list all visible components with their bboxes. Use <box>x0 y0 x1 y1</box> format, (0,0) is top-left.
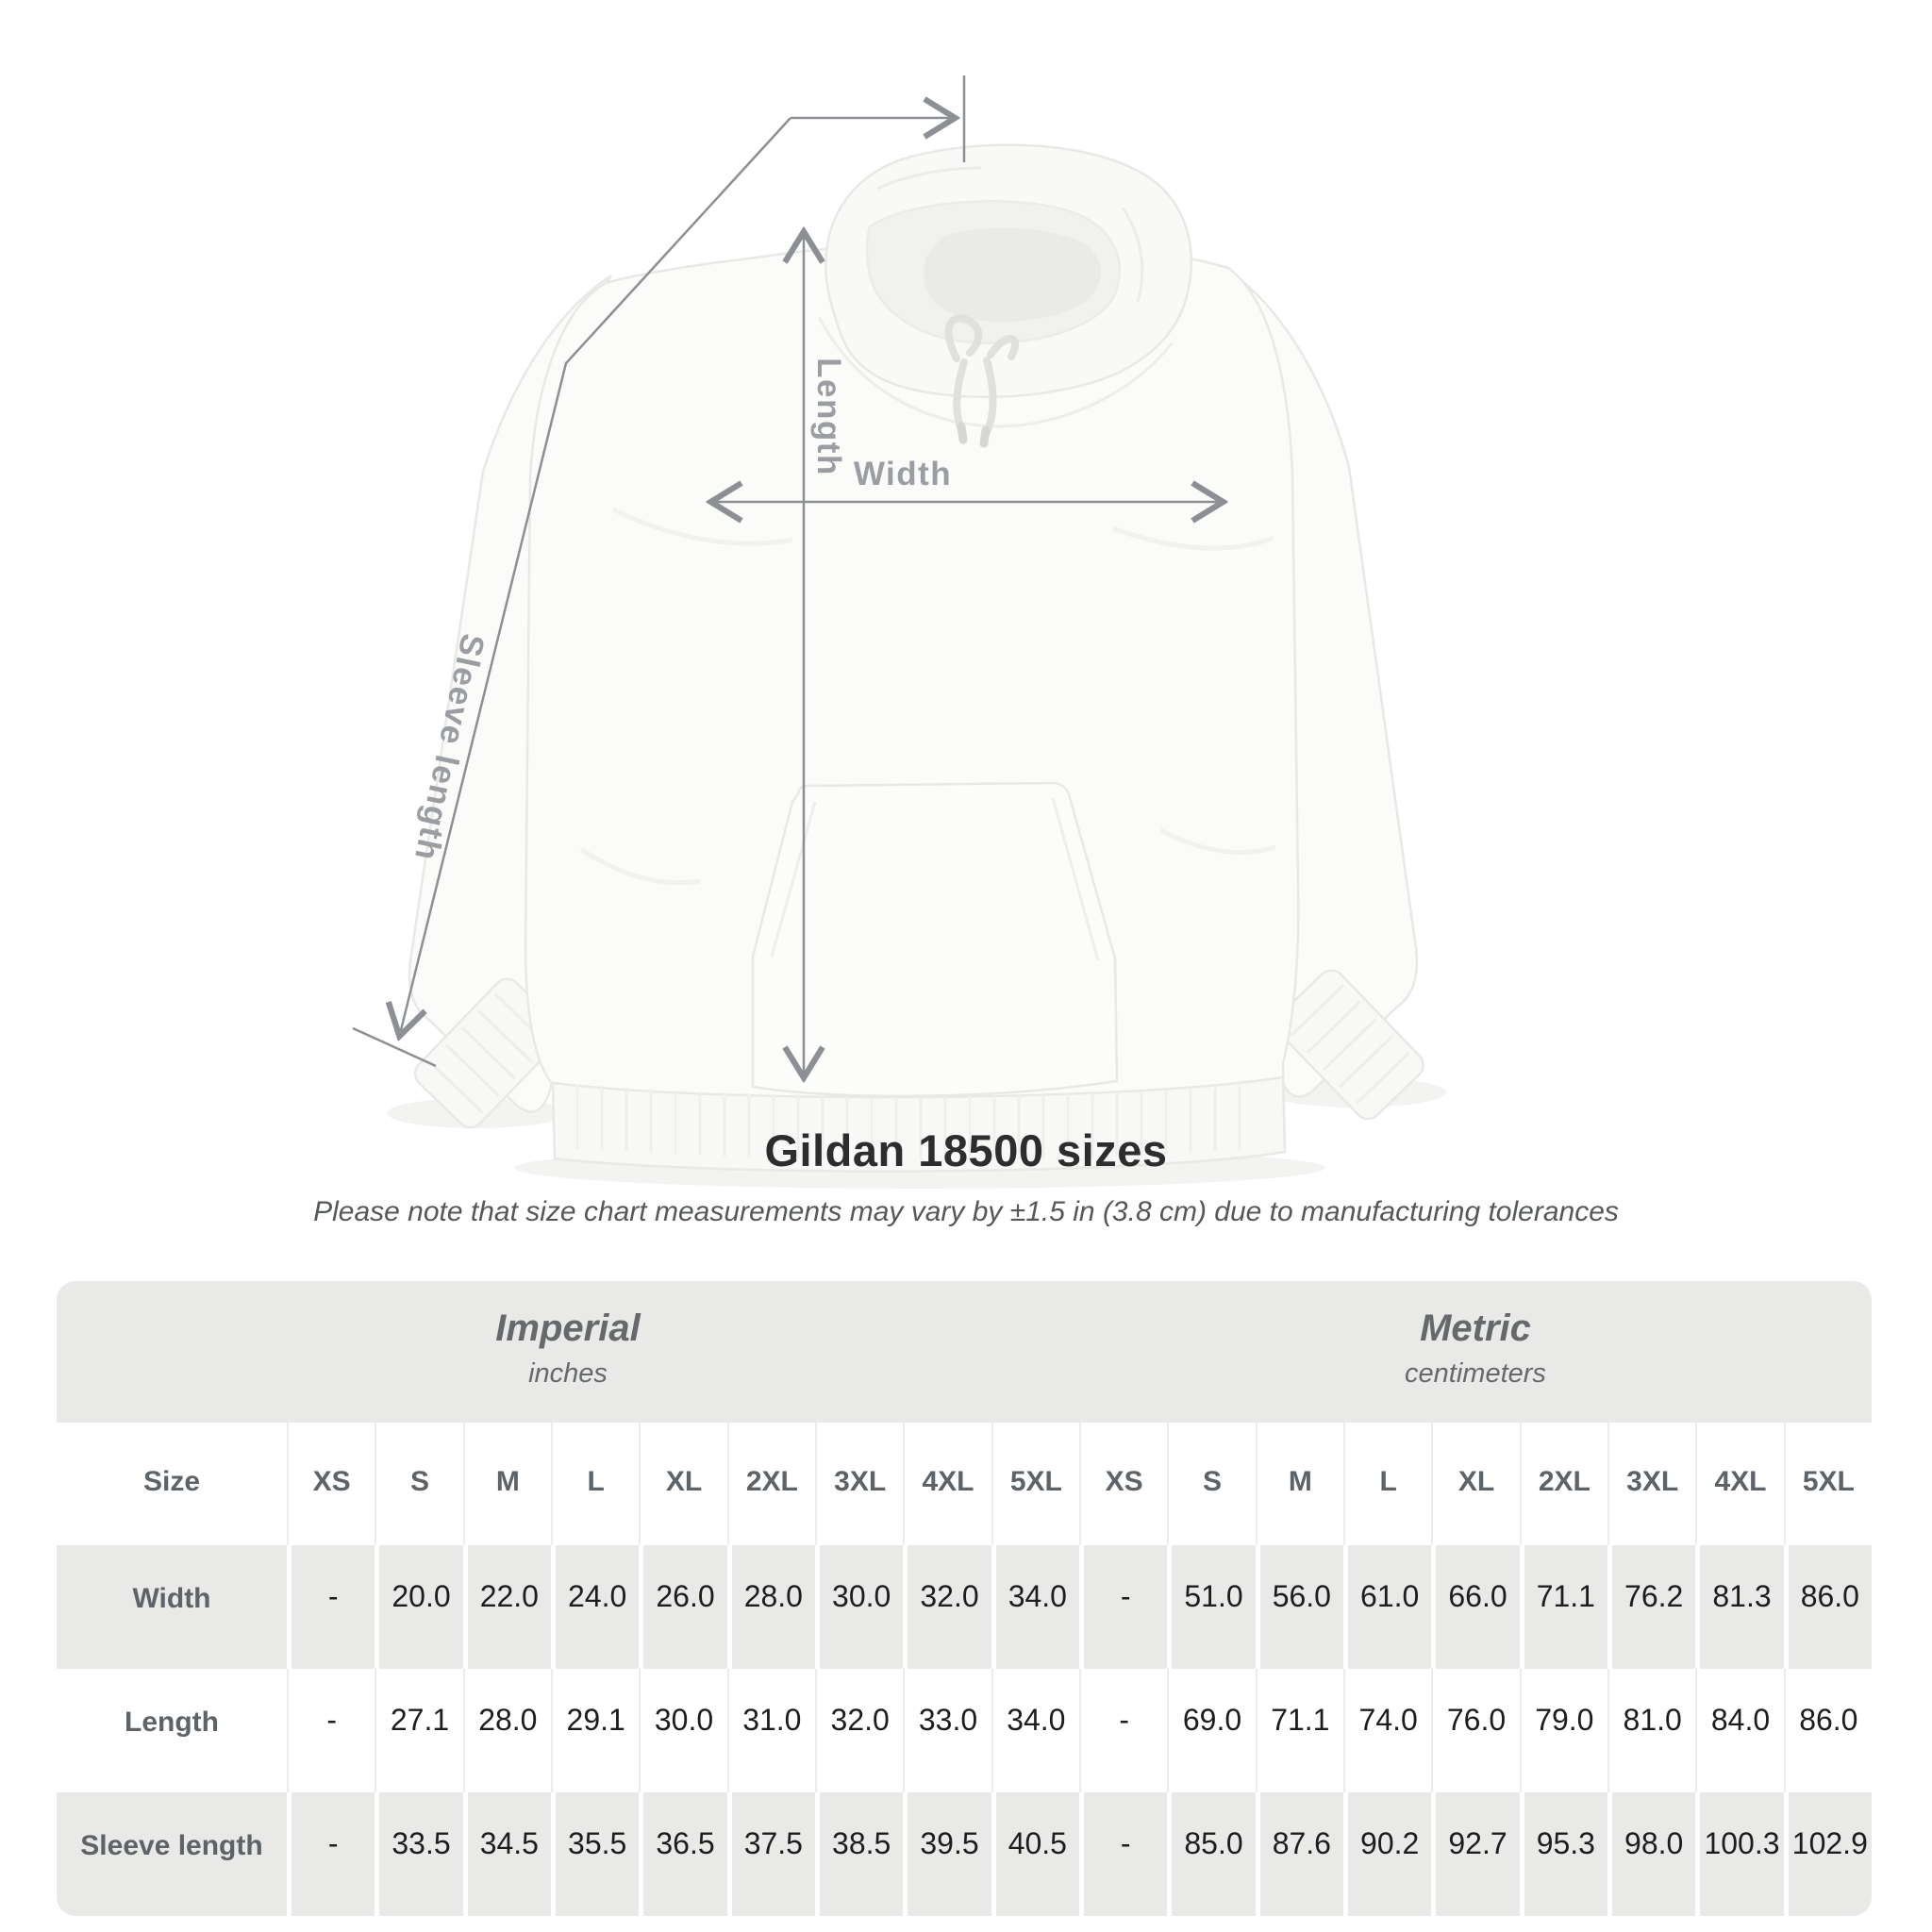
imperial-value-cell: 39.5 <box>903 1792 991 1916</box>
size-header-cell: 3XL <box>1607 1423 1695 1545</box>
unit-group-header-row <box>57 1281 1872 1423</box>
imperial-value-cell: - <box>287 1669 375 1792</box>
metric-value-cell: 87.6 <box>1256 1792 1343 1916</box>
unit-group-imperial <box>57 1281 1079 1423</box>
length-label: Length <box>809 358 847 476</box>
imperial-value-cell: 40.5 <box>991 1792 1079 1916</box>
imperial-value-cell: 36.5 <box>639 1792 726 1916</box>
metric-value-cell: 69.0 <box>1167 1669 1255 1792</box>
imperial-value-cell: 28.0 <box>463 1669 551 1792</box>
size-header-cell: S <box>1167 1423 1255 1545</box>
size-header-cell: XS <box>287 1423 375 1545</box>
row-label: Width <box>132 1583 211 1614</box>
metric-value-cell: 66.0 <box>1431 1545 1519 1669</box>
metric-unit-label: centimeters <box>1405 1358 1546 1389</box>
size-header-cell: M <box>463 1423 551 1545</box>
metric-value-cell: 85.0 <box>1167 1792 1255 1916</box>
size-header-cell: 5XL <box>991 1423 1079 1545</box>
tolerance-note: Please note that size chart measurements may vary by ±1.5 in (3.8 cm) due to manufacturing tolerances <box>313 1196 1619 1227</box>
row-label: Sleeve length <box>80 1830 263 1861</box>
imperial-value-cell: 31.0 <box>727 1669 815 1792</box>
imperial-value-cell: 33.5 <box>375 1792 462 1916</box>
size-header-cell: 5XL <box>1784 1423 1872 1545</box>
metric-value-cell: 56.0 <box>1256 1545 1343 1669</box>
imperial-value-cell: 30.0 <box>639 1669 726 1792</box>
metric-value-cell: 102.9 <box>1784 1792 1872 1916</box>
measurement-row-length <box>57 1669 1872 1792</box>
size-header-cell: 4XL <box>903 1423 991 1545</box>
imperial-value-cell: 24.0 <box>551 1545 639 1669</box>
size-header-cell: L <box>1343 1423 1431 1545</box>
metric-value-cell: 98.0 <box>1607 1792 1695 1916</box>
size-header-cell: 4XL <box>1695 1423 1783 1545</box>
metric-value-cell: 74.0 <box>1343 1669 1431 1792</box>
imperial-value-cell: 32.0 <box>815 1669 903 1792</box>
size-column-header: Size <box>142 1466 201 1497</box>
metric-value-cell: 76.2 <box>1607 1545 1695 1669</box>
size-header-cell: XL <box>639 1423 726 1545</box>
imperial-value-cell: 29.1 <box>551 1669 639 1792</box>
imperial-value-cell: 34.0 <box>991 1545 1079 1669</box>
size-header-cell: XL <box>1431 1423 1519 1545</box>
metric-value-cell: 92.7 <box>1431 1792 1519 1916</box>
metric-value-cell: 81.0 <box>1607 1669 1695 1792</box>
size-header-cell: S <box>375 1423 462 1545</box>
metric-value-cell: 79.0 <box>1520 1669 1607 1792</box>
imperial-value-cell: 35.5 <box>551 1792 639 1916</box>
unit-group-metric <box>1079 1281 1872 1423</box>
hoodie-illustration <box>409 145 1428 1172</box>
measurement-row-width <box>57 1545 1872 1669</box>
imperial-value-cell: 26.0 <box>639 1545 726 1669</box>
imperial-value-cell: 22.0 <box>463 1545 551 1669</box>
imperial-value-cell: 33.0 <box>903 1669 991 1792</box>
width-label: Width <box>853 456 953 492</box>
metric-value-cell: 61.0 <box>1343 1545 1431 1669</box>
sleeve-length-label: Sleeve length <box>407 630 491 865</box>
measurement-row-sleeve-length <box>57 1792 1872 1916</box>
imperial-value-cell: 38.5 <box>815 1792 903 1916</box>
size-header-cell: 3XL <box>815 1423 903 1545</box>
imperial-value-cell: - <box>287 1545 375 1669</box>
imperial-value-cell: 28.0 <box>727 1545 815 1669</box>
metric-value-cell: 51.0 <box>1167 1545 1255 1669</box>
metric-value-cell: 81.3 <box>1695 1545 1783 1669</box>
imperial-value-cell: 34.0 <box>991 1669 1079 1792</box>
imperial-value-cell: 37.5 <box>727 1792 815 1916</box>
imperial-value-cell: 34.5 <box>463 1792 551 1916</box>
metric-value-cell: 86.0 <box>1784 1545 1872 1669</box>
metric-value-cell: 90.2 <box>1343 1792 1431 1916</box>
sleeve-end-tick <box>353 1028 436 1066</box>
imperial-label: Imperial <box>495 1307 641 1349</box>
metric-value-cell: 84.0 <box>1695 1669 1783 1792</box>
size-header-cell: M <box>1256 1423 1343 1545</box>
page-title: Gildan 18500 sizes <box>764 1125 1168 1175</box>
imperial-value-cell: 30.0 <box>815 1545 903 1669</box>
row-label: Length <box>125 1707 219 1738</box>
metric-value-cell: 76.0 <box>1431 1669 1519 1792</box>
size-header-cell: L <box>551 1423 639 1545</box>
metric-value-cell: 71.1 <box>1256 1669 1343 1792</box>
imperial-value-cell: 32.0 <box>903 1545 991 1669</box>
metric-value-cell: - <box>1079 1669 1167 1792</box>
size-table <box>57 1281 1872 1916</box>
size-header-cell: 2XL <box>1520 1423 1607 1545</box>
metric-value-cell: 100.3 <box>1695 1792 1783 1916</box>
imperial-value-cell: - <box>287 1792 375 1916</box>
metric-value-cell: - <box>1079 1792 1167 1916</box>
imperial-value-cell: 27.1 <box>375 1669 462 1792</box>
metric-value-cell: - <box>1079 1545 1167 1669</box>
size-header-cell: 2XL <box>727 1423 815 1545</box>
metric-value-cell: 86.0 <box>1784 1669 1872 1792</box>
size-table-rows <box>57 1423 1872 1916</box>
metric-value-cell: 71.1 <box>1520 1545 1607 1669</box>
metric-value-cell: 95.3 <box>1520 1792 1607 1916</box>
imperial-value-cell: 20.0 <box>375 1545 462 1669</box>
metric-label: Metric <box>1420 1307 1531 1349</box>
imperial-unit-label: inches <box>528 1358 608 1389</box>
size-header-row <box>57 1423 1872 1545</box>
size-header-cell: XS <box>1079 1423 1167 1545</box>
